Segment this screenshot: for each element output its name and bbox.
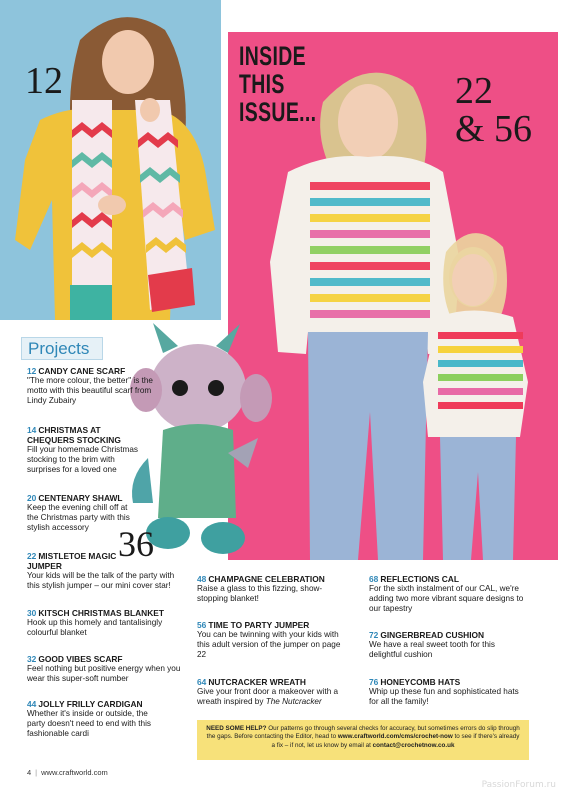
scarf-model-illustration <box>0 0 221 320</box>
projects-section-label: Projects <box>21 337 103 360</box>
project-name: CHAMPAGNE CELEBRATION <box>208 574 325 584</box>
headline-line-2: THIS <box>239 69 285 99</box>
jumper-page-number-2: & 56 <box>455 108 533 150</box>
project-description: For the sixth instalment of our CAL, we're adding two more vibrant square designs to our tapestry <box>369 584 524 614</box>
project-name: KITSCH CHRISTMAS BLANKET <box>38 608 164 618</box>
project-title <box>197 677 347 687</box>
project-page-number: 76 <box>369 677 379 687</box>
help-text-part2: to see if there's already a fix – if not, let us know by email at <box>271 733 520 749</box>
help-text-part1: Our patterns go through several checks for accuracy, but sometimes errors do slip through the gaps. Before contacting the Editor, head to <box>206 725 520 741</box>
project-page-number: 72 <box>369 630 379 640</box>
project-entry[interactable] <box>197 620 347 661</box>
project-description: Raise a glass to this fizzing, show-stopping blanket! <box>197 584 323 604</box>
project-page-number: 22 <box>27 551 37 561</box>
headline-line-3: ISSUE... <box>239 97 317 127</box>
jumper-page-number: 22 <box>455 70 493 112</box>
project-title <box>27 425 147 445</box>
project-entry[interactable] <box>27 493 137 534</box>
project-entry[interactable] <box>27 425 147 476</box>
watermark: PassionForum.ru <box>481 780 556 790</box>
project-page-number: 12 <box>27 366 37 376</box>
project-name: GINGERBREAD CUSHION <box>380 630 485 640</box>
project-entry[interactable] <box>27 654 182 684</box>
footer-page-number: 4 <box>27 768 32 777</box>
headline-line-1: INSIDE <box>239 41 306 71</box>
project-description: Hook up this homely and tantalisingly colourful blanket <box>27 618 163 638</box>
project-entry[interactable] <box>197 574 342 604</box>
footer-website[interactable]: www.craftworld.com <box>41 768 108 777</box>
project-name: TIME TO PARTY JUMPER <box>208 620 310 630</box>
project-title <box>27 654 182 664</box>
project-entry[interactable] <box>27 608 182 638</box>
help-notice-box <box>197 720 529 760</box>
project-entry[interactable] <box>369 630 519 660</box>
project-page-number: 20 <box>27 493 37 503</box>
project-page-number: 48 <box>197 574 207 584</box>
project-description: Whether it's inside or outside, the party doesn't need to end with this fashionable cardi <box>27 709 151 739</box>
project-description: We have a real sweet tooth for this delightful cushion <box>369 640 495 660</box>
project-description <box>197 687 347 707</box>
project-title <box>369 574 529 584</box>
project-name: MISTLETOE MAGIC JUMPER <box>27 551 117 571</box>
project-name: REFLECTIONS CAL <box>380 574 459 584</box>
help-website-link[interactable]: www.craftworld.com/cms/crochet-now <box>337 733 453 741</box>
project-entry[interactable] <box>369 574 529 615</box>
project-title <box>369 677 519 687</box>
project-title <box>197 620 347 630</box>
project-description-text: Give your front door a makeover with a wreath inspired by <box>197 687 339 707</box>
project-entry[interactable] <box>27 366 155 407</box>
project-page-number: 14 <box>27 425 37 435</box>
project-page-number: 44 <box>27 699 37 709</box>
project-title <box>197 574 342 584</box>
project-description: Keep the evening chill off at the Christmas party with this stylish accessory <box>27 503 130 533</box>
project-title <box>369 630 519 640</box>
project-page-number: 56 <box>197 620 207 630</box>
project-description: "The more colour, the better" is the motto with this beautiful scarf from Lindy Zubairy <box>27 376 153 406</box>
project-title <box>27 493 137 503</box>
project-entry[interactable] <box>27 551 182 591</box>
project-name: CHRISTMAS AT CHEQUERS STOCKING <box>27 425 121 445</box>
help-notice-text <box>205 725 521 750</box>
project-description: Feel nothing but positive energy when you wear this super-soft number <box>27 664 181 684</box>
project-title <box>27 608 182 618</box>
project-name: CENTENARY SHAWL <box>38 493 123 503</box>
project-description: Whip up these fun and sophisticated hats for all the family! <box>369 687 519 707</box>
project-description-italic: The Nutcracker <box>265 697 322 707</box>
toy-page-number: 36 <box>118 524 154 564</box>
project-description: You can be twinning with your kids with this adult version of the jumper on page 22 <box>197 630 341 660</box>
scarf-page-number: 12 <box>25 60 63 102</box>
project-description: Your kids will be the talk of the party with this stylish jumper – our mini cover star! <box>27 571 175 591</box>
scarf-photo <box>0 0 221 320</box>
project-page-number: 68 <box>369 574 379 584</box>
project-entry[interactable] <box>197 677 347 707</box>
project-name: CANDY CANE SCARF <box>38 366 126 376</box>
project-name: HONEYCOMB HATS <box>380 677 461 687</box>
project-page-number: 64 <box>197 677 207 687</box>
project-name: NUTCRACKER WREATH <box>208 677 306 687</box>
project-page-number: 32 <box>27 654 37 664</box>
help-lead: NEED SOME HELP? <box>206 725 267 732</box>
project-name: JOLLY FRILLY CARDIGAN <box>38 699 143 709</box>
help-email-link[interactable]: contact@crochetnow.co.uk <box>372 741 455 749</box>
project-title <box>27 699 167 709</box>
project-description: Fill your homemade Christmas stocking to the brim with surprises for a loved one <box>27 445 139 475</box>
inside-this-issue-headline <box>239 42 316 126</box>
project-entry[interactable] <box>27 699 167 740</box>
project-title <box>27 366 155 376</box>
page-footer: 4 | www.craftworld.com <box>27 768 108 777</box>
project-page-number: 30 <box>27 608 37 618</box>
project-name: GOOD VIBES SCARF <box>38 654 123 664</box>
project-title <box>27 551 122 571</box>
jumper-page-numbers <box>455 72 532 148</box>
project-entry[interactable] <box>369 677 519 707</box>
